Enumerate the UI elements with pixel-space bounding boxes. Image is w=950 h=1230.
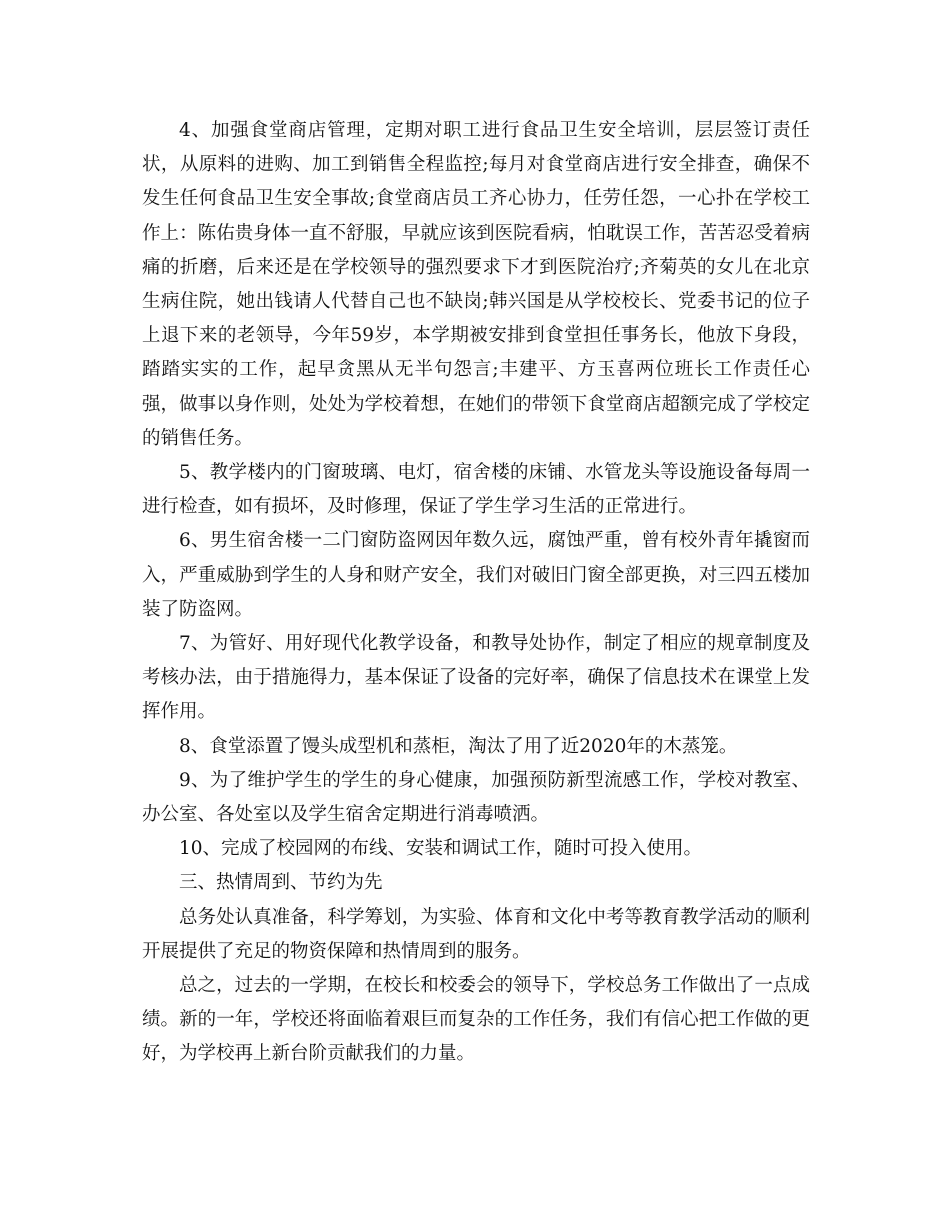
- document-body: [142, 114, 810, 1072]
- paragraph-item-9: 9、为了维护学生的学生的身心健康，加强预防新型流感工作，学校对教室、办公室、各处室以及学生宿舍定期进行消毒喷洒。: [142, 769, 810, 826]
- paragraph-item-8: 8、食堂添置了馒头成型机和蒸柜，淘汰了用了近2020年的木蒸笼。: [179, 735, 738, 757]
- paragraph-item-10: 10、完成了校园网的布线、安装和调试工作，随时可投入使用。: [179, 838, 703, 860]
- paragraph-item-6: 6、男生宿舍楼一二门窗防盗网因年数久远，腐蚀严重，曾有校外青年撬窗而入，严重威胁到学生的人身和财产安全，我们对破旧门窗全部更换，对三四五楼加装了防盗网。: [142, 530, 810, 620]
- paragraph-service: 总务处认真准备，科学筹划，为实验、体育和文化中考等教育教学活动的顺利开展提供了充足的物资保障和热情周到的服务。: [142, 906, 810, 962]
- paragraph-conclusion: 总之，过去的一学期，在校长和校委会的领导下，学校总务工作做出了一点成绩。新的一年，学校还将面临着艰巨而复杂的工作任务，我们有信心把工作做的更好，为学校再上新台阶贡献我们的力量。: [142, 975, 810, 1065]
- section-heading-3: 三、热情周到、节约为先: [179, 872, 383, 894]
- paragraph-item-7: 7、为管好、用好现代化教学设备，和教导处协作，制定了相应的规章制度及考核办法，由于措施得力，基本保证了设备的完好率，确保了信息技术在课堂上发挥作用。: [142, 633, 810, 723]
- paragraph-item-5: 5、教学楼内的门窗玻璃、电灯，宿舍楼的床铺、水管龙头等设施设备每周一进行检查，如有损坏，及时修理，保证了学生学习生活的正常进行。: [142, 462, 810, 518]
- paragraph-item-4: 4、加强食堂商店管理，定期对职工进行食品卫生安全培训，层层签订责任状，从原料的进购、加工到销售全程监控;每月对食堂商店进行安全排查，确保不发生任何食品卫生安全事故;食堂商店员工齐心协力，任劳任怨，一心扑在学校工作上：陈佑贵身体一直不舒服，早就应该到医院看病，怕耽误工作，苦苦忍受着病痛的折磨，后来还是在学校领导的强烈要求下才到医院治疗;齐菊英的女儿在北京生病住院，她出钱请人代替自己也不缺岗;韩兴国是从学校校长、党委书记的位子上退下来的老领导，今年59岁，本学期被安排到食堂担任事务长，他放下身段，踏踏实实的工作，起早贪黑从无半句怨言;丰建平、方玉喜两位班长工作责任心强，做事以身作则，处处为学校着想，在她们的带领下食堂商店超额完成了学校定的销售任务。: [142, 120, 810, 449]
